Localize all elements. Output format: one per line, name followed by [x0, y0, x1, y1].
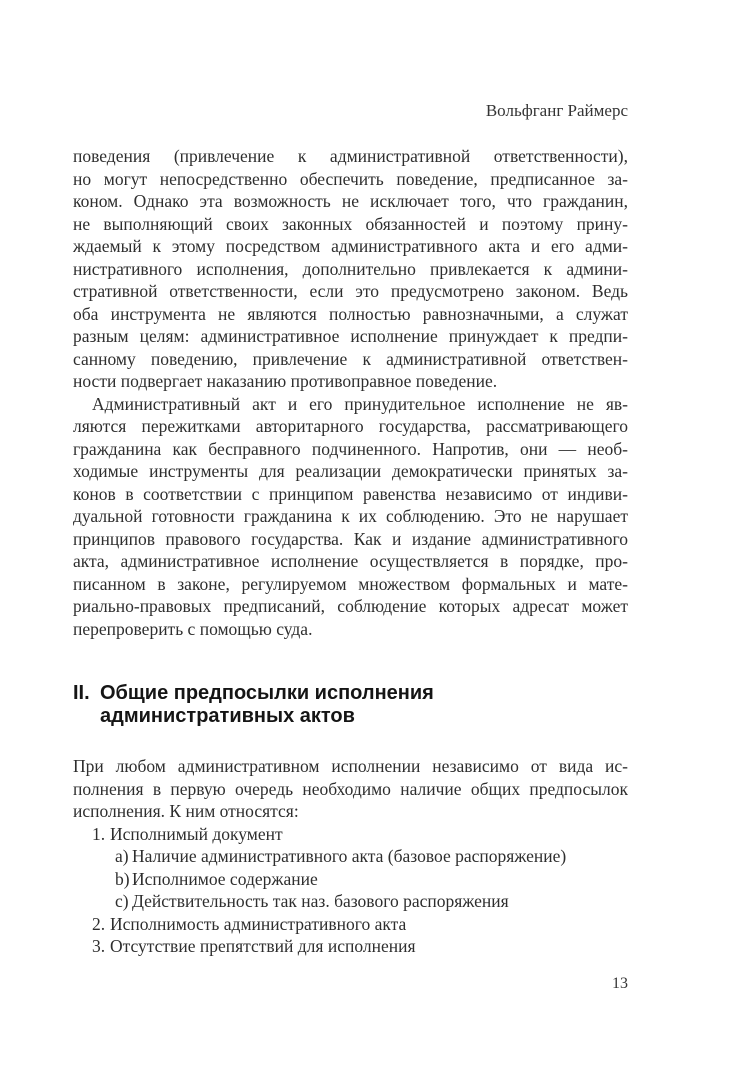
- text-line: принципов правового государства. Как и издание административного: [73, 528, 628, 549]
- list-item-text: Исполнимое содержание: [132, 868, 318, 889]
- list-marker: 3.: [92, 936, 106, 956]
- text-line: При любом административном исполнении независимо от вида ис-: [73, 756, 628, 776]
- text-line: гражданина как бесправного подчиненного. Напротив, они — необ-: [73, 438, 628, 459]
- list-item-text: Исполнимость административного акта: [110, 913, 407, 934]
- text-line: ляются пережитками авторитарного государства, рассматривающего: [73, 416, 628, 436]
- section-title: [100, 682, 628, 728]
- text-line: санному поведению, привлечение к административной ответствен-: [73, 348, 628, 369]
- text-line: ждаемый к этому посредством административного акта и его адми-: [73, 236, 628, 256]
- text-line: ности подвергает наказанию противоправное поведение.: [73, 371, 498, 391]
- page-content: [73, 145, 628, 958]
- text-line: коном. Однако эта возможность не исключает того, что гражданин,: [73, 191, 628, 211]
- list-item: [73, 890, 628, 913]
- text-line: оба инструмента не являются полностью равнозначными, а служат: [73, 303, 628, 324]
- text-line: риально-правовых предписаний, соблюдение которых адресат может: [73, 596, 628, 616]
- section-heading: [73, 682, 628, 728]
- list-item: [73, 845, 628, 868]
- text-line: нистративного исполнения, дополнительно привлекается к админи-: [73, 258, 628, 279]
- list-item-text: Отсутствие препятствий для исполнения: [110, 936, 416, 956]
- section-title-line: административных актов: [100, 705, 355, 727]
- section-number: II.: [73, 682, 90, 704]
- text-line: конов в соответствии с принципом равенства независимо от индиви-: [73, 483, 628, 504]
- list-item: [73, 913, 628, 936]
- list-item: [73, 823, 628, 846]
- list-item: [73, 935, 628, 958]
- list-item: [73, 868, 628, 891]
- list-marker: c): [115, 891, 129, 911]
- text-line: дуальной готовности гражданина к их соблюдению. Это не нарушает: [73, 506, 628, 526]
- text-line: исполнения. К ним относятся:: [73, 801, 299, 821]
- list-item-text: Исполнимый документ: [110, 823, 283, 844]
- running-header: Вольфганг Раймерс: [485, 101, 628, 120]
- text-line: поведения (привлечение к административной ответственности),: [73, 146, 628, 166]
- list-item-text: Наличие административного акта (базовое распоряжение): [132, 846, 567, 866]
- list-marker: b): [115, 868, 130, 889]
- text-line: не выполняющий своих законных обязанностей и поэтому прину-: [73, 213, 628, 234]
- prerequisites-list: [73, 823, 628, 958]
- text-line: писанном в законе, регулируемом множеством формальных и мате-: [73, 573, 628, 594]
- text-line: но могут непосредственно обеспечить поведение, предписанное за-: [73, 168, 628, 189]
- text-line: ходимые инструменты для реализации демократически принятых за-: [73, 461, 628, 481]
- paragraph-1: [73, 145, 628, 393]
- text-line: акта, административное исполнение осуществляется в порядке, про-: [73, 551, 628, 571]
- text-line: перепроверить с помощью суда.: [73, 618, 313, 639]
- list-marker: 2.: [92, 913, 106, 934]
- list-marker: a): [115, 846, 129, 866]
- list-marker: 1.: [92, 823, 106, 844]
- page-number: 13: [612, 975, 628, 992]
- text-line: разным целям: административное исполнение принуждает к предпи-: [73, 326, 628, 346]
- paragraph-3: [73, 755, 628, 823]
- list-item-text: Действительность так наз. базового распоряжения: [132, 891, 509, 911]
- text-line: Административный акт и его принудительное исполнение не яв-: [92, 393, 628, 414]
- section-title-line: Общие предпосылки исполнения: [100, 682, 434, 704]
- text-line: полнения в первую очередь необходимо наличие общих предпосылок: [73, 778, 628, 799]
- paragraph-2: [73, 393, 628, 641]
- text-line: стративной ответственности, если это предусмотрено законом. Ведь: [73, 281, 628, 301]
